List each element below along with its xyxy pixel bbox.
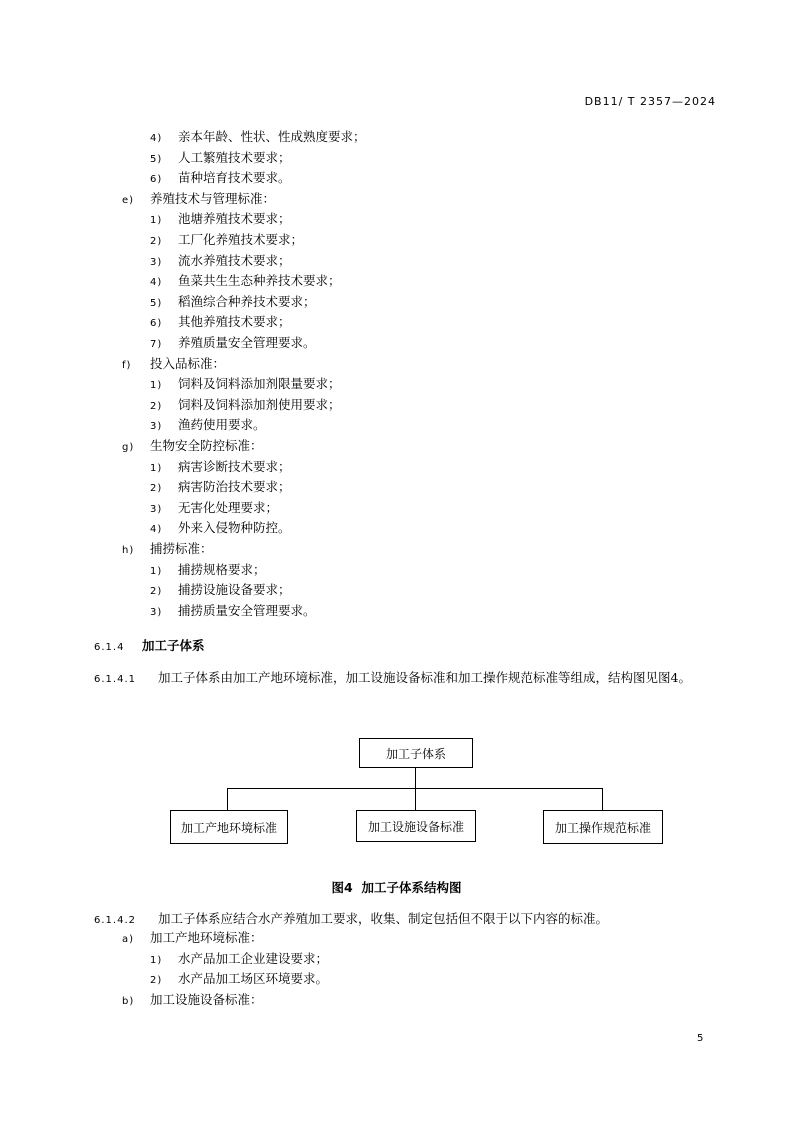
list-marker: 6) [150, 318, 163, 330]
list-item-text: 饲料及饲料添加剂使用要求； [178, 396, 341, 412]
list-item-text: 水产品加工企业建设要求； [178, 950, 329, 966]
list-marker: 3) [150, 503, 163, 515]
list-item-text: 亲本年龄、性状、性成熟度要求； [178, 129, 366, 144]
list-marker: 6) [150, 174, 163, 186]
connector-line [227, 788, 228, 810]
list-item [150, 273, 341, 291]
list-item-text: 病害防治技术要求； [178, 479, 291, 495]
diagram-child-box: 加工设施设备标准 [356, 810, 476, 842]
list-item [150, 253, 291, 271]
list-item-text: 工厂化养殖技术要求； [178, 232, 304, 247]
list-item [122, 356, 225, 374]
diagram-root-box: 加工子体系 [359, 738, 473, 768]
list-item-text: 捕捞设施设备要求； [178, 582, 291, 598]
section-number: 6.1.4 [94, 642, 125, 653]
list-marker: 5) [150, 153, 163, 165]
list-marker: 2) [150, 975, 163, 987]
list-item-text: 渔药使用要求。 [178, 417, 266, 433]
list-item [122, 438, 263, 456]
list-marker: b) [122, 996, 135, 1008]
list-item [150, 603, 316, 621]
list-marker: 7) [150, 339, 163, 350]
list-item [150, 951, 328, 969]
list-item [150, 335, 316, 353]
list-marker: 1) [150, 565, 163, 577]
list-item [150, 170, 291, 188]
list-item [150, 232, 303, 250]
list-item-text: 养殖质量安全管理要求。 [178, 335, 316, 350]
section-heading [94, 638, 205, 656]
paragraph-text: 加工子体系由加工产地环境标准，加工设施设备标准和加工操作规范标准等组成，结构图见图4。 [158, 670, 691, 685]
list-item-text: 加工设施设备标准： [150, 992, 263, 1008]
list-item-text: 饲料及饲料添加剂限量要求； [178, 376, 341, 392]
paragraph-6-1-4-2 [94, 908, 718, 931]
list-item [150, 376, 341, 394]
list-item [150, 129, 366, 147]
list-marker: 1) [150, 954, 163, 966]
paragraph-text: 加工子体系应结合水产养殖加工要求，收集、制定包括但不限于以下内容的标准。 [158, 911, 609, 926]
list-item [150, 479, 291, 497]
paragraph-number: 6.1.4.1 [94, 674, 136, 685]
list-item [150, 971, 328, 989]
diagram-child-box: 加工产地环境标准 [170, 810, 288, 844]
list-marker: g) [122, 442, 135, 453]
list-marker: 2) [150, 586, 163, 598]
list-item-text: 稻渔综合种养技术要求； [178, 293, 316, 309]
list-marker: 1) [150, 380, 163, 392]
page-number: 5 [697, 1033, 704, 1044]
list-item [150, 582, 291, 600]
figure-caption [0, 878, 793, 896]
list-item-text: 生物安全防控标准： [150, 438, 263, 453]
figure-title: 加工子体系结构图 [361, 880, 462, 895]
list-item [150, 417, 266, 435]
connector-line [602, 788, 603, 810]
list-item-text: 外来入侵物种防控。 [178, 520, 291, 536]
list-marker: h) [122, 545, 135, 556]
list-item [150, 314, 291, 332]
list-marker: 5) [150, 297, 163, 309]
list-item-text: 加工产地环境标准： [150, 930, 263, 945]
list-item-text: 无害化处理要求； [178, 499, 279, 515]
list-marker: 4) [150, 133, 163, 144]
list-item [150, 500, 278, 518]
list-marker: 1) [150, 215, 163, 227]
connector-line [415, 767, 416, 788]
list-item-text: 鱼菜共生生态种养技术要求； [178, 273, 341, 289]
list-marker: 3) [150, 421, 163, 433]
list-marker: 1) [150, 462, 163, 474]
list-marker: 4) [150, 524, 163, 536]
list-item [150, 459, 291, 477]
list-item [150, 520, 291, 538]
list-item [122, 992, 263, 1010]
list-item [122, 541, 213, 559]
list-item-text: 池塘养殖技术要求； [178, 211, 291, 227]
section-title: 加工子体系 [142, 638, 205, 653]
diagram-child-box: 加工操作规范标准 [543, 810, 663, 844]
list-marker: 2) [150, 236, 163, 247]
list-marker: 3) [150, 256, 163, 268]
list-item [122, 191, 275, 209]
list-marker: 4) [150, 277, 163, 289]
list-item-text: 捕捞标准： [150, 541, 213, 556]
list-item [150, 211, 291, 229]
list-item-text: 水产品加工场区环境要求。 [178, 971, 329, 987]
paragraph-6-1-4-1 [94, 667, 718, 690]
list-item [150, 562, 266, 580]
figure-label: 图4 [331, 880, 353, 895]
document-code-header: DB11/ T 2357—2024 [584, 95, 716, 108]
list-item-text: 人工繁殖技术要求； [178, 149, 291, 165]
list-marker: 2) [150, 483, 163, 495]
list-item [150, 294, 316, 312]
list-item-text: 苗种培育技术要求。 [178, 170, 291, 186]
list-item-text: 养殖技术与管理标准： [150, 190, 276, 206]
list-marker: 3) [150, 606, 163, 618]
connector-line [415, 788, 416, 810]
paragraph-number: 6.1.4.2 [94, 915, 136, 926]
list-marker: a) [122, 934, 135, 945]
list-item-text: 其他养殖技术要求； [178, 314, 291, 330]
list-item-text: 捕捞规格要求； [178, 561, 266, 577]
list-item-text: 捕捞质量安全管理要求。 [178, 602, 316, 618]
list-item-text: 投入品标准： [150, 355, 226, 371]
list-item-text: 流水养殖技术要求； [178, 252, 291, 268]
list-marker: 2) [150, 400, 163, 412]
list-marker: e) [122, 194, 135, 206]
list-item [122, 930, 263, 948]
list-item-text: 病害诊断技术要求； [178, 458, 291, 474]
list-marker: f) [122, 359, 132, 371]
list-item [150, 397, 341, 415]
list-item [150, 150, 291, 168]
